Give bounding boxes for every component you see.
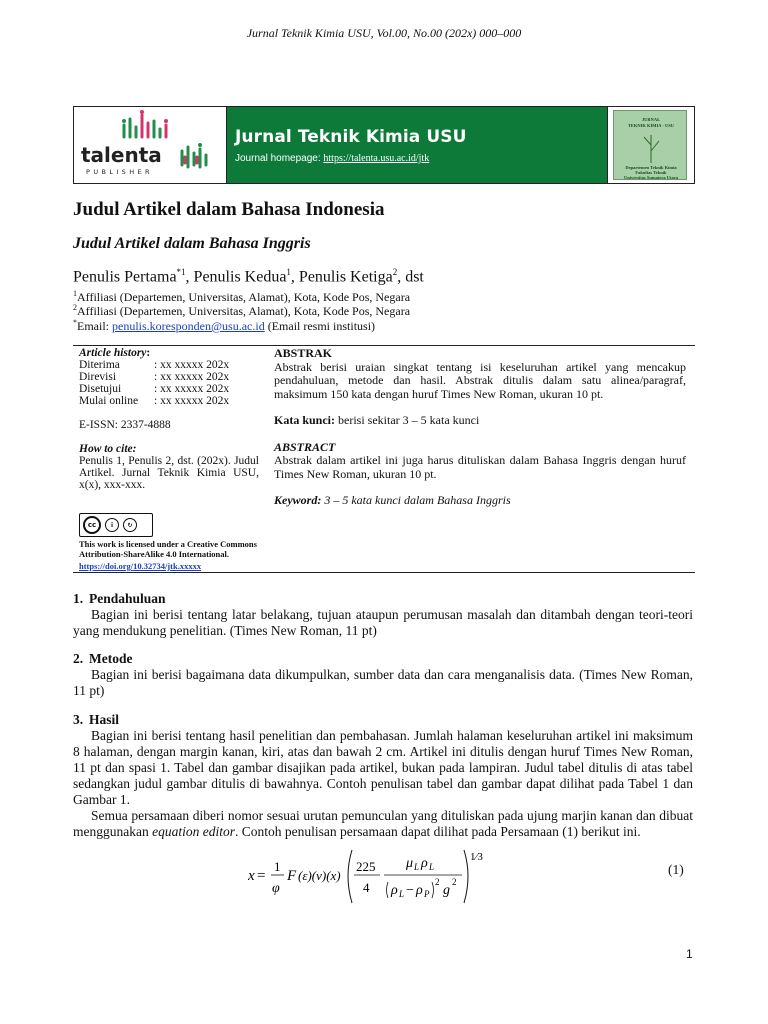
email-label: Email: — [77, 319, 109, 333]
affiliation-2-text: Affiliasi (Departemen, Universitas, Alamat), Kota, Kode Pos, Negara — [77, 304, 411, 318]
eq-one: 1 — [274, 859, 281, 874]
corresponding-email — [73, 318, 375, 334]
affiliation-2-sup: 2 — [73, 303, 77, 312]
doi-link[interactable]: https://doi.org/10.32734/jtk.xxxxx — [79, 561, 202, 571]
journal-title: Jurnal Teknik Kimia USU — [235, 127, 467, 147]
article-history: Article history: Diterima : xx xxxxx 202x Direvisi : xx xxxxx 202x Disetujui : xx xxxxx 202x Mulai online : xx xxxxx 202x E-ISSN: 2337-4888 How to cite: Penulis 1, Penulis 2, dst. (202x). Judul Artikel. Jurnal Teknik Kimia USU, x(x), xxx-xxx. — [79, 347, 259, 491]
section-pendahuluan — [73, 591, 693, 639]
history-row — [79, 383, 259, 395]
cc-by-sa-badge[interactable] — [79, 513, 153, 537]
author-3: Penulis Ketiga — [298, 268, 393, 286]
history-value: : xx xxxxx 202x — [154, 359, 230, 371]
section-paragraph: Bagian ini berisi bagaimana data dikumpulkan, sumber data dan cara menganalisis data. (Times New Roman, 11 pt) — [73, 667, 693, 698]
keywords-label: Keyword: — [274, 493, 322, 507]
cover-line: Departemen Teknik Kimia — [625, 165, 677, 170]
kata-kunci-text: berisi sekitar 3 – 5 kata kunci — [338, 413, 480, 427]
history-key: Direvisi — [79, 371, 117, 383]
eq-rho-sub: L — [429, 862, 435, 872]
cover-line: JURNAL — [641, 117, 661, 122]
publisher-sub: PUBLISHER — [86, 168, 153, 176]
history-value: : xx xxxxx 202x — [154, 371, 230, 383]
abstrak-heading: ABSTRAK — [274, 346, 333, 360]
eq-minus: − — [406, 883, 414, 898]
author-list: Penulis Pertama$^{*1}$, Penulis Kedua$^1$, Penulis Ketiga$^2$, dst — [73, 267, 424, 286]
eq-den-rho: ρ — [391, 883, 398, 898]
section-title: Pendahuluan — [89, 591, 166, 606]
homepage-link[interactable]: https://talenta.usu.ac.id/jtk — [323, 153, 430, 164]
eq-den-rho2: ρ — [416, 883, 423, 898]
history-row — [79, 395, 259, 407]
kata-kunci — [274, 414, 686, 428]
publisher-name: talenta — [81, 143, 162, 167]
history-row — [79, 371, 259, 383]
eq-phi: φ — [272, 881, 280, 896]
eq-rho: ρ — [421, 856, 428, 871]
section-number: 3. — [73, 712, 84, 727]
keywords — [274, 494, 686, 508]
abstract-heading: ABSTRACT — [274, 439, 336, 454]
homepage-label: Journal homepage: — [235, 153, 321, 164]
cite-heading: How to cite: — [79, 443, 137, 455]
affiliation-2 — [73, 303, 410, 319]
history-heading: Article history — [79, 347, 147, 359]
section-paragraph: Bagian ini berisi tentang latar belakang, tujuan ataupun perumusan masalah dan ditambah dengan teori-teori yang mendukung penelitian. (Times New Roman, 11 pt) — [73, 607, 693, 638]
license-block — [79, 513, 259, 571]
affiliation-1-sup: 1 — [73, 289, 77, 298]
cite-text: Penulis 1, Penulis 2, dst. (202x). Judul Artikel. Jurnal Teknik Kimia USU, x(x), xxx-xxx. — [79, 455, 259, 491]
history-key: Mulai online — [79, 395, 139, 407]
section-number: 2. — [73, 651, 84, 666]
author-tail: dst — [405, 268, 424, 286]
history-row — [79, 359, 259, 371]
eq-sq: 2 — [435, 877, 440, 887]
history-value: : xx xxxxx 202x — [154, 395, 230, 407]
eq-F: F — [287, 868, 297, 884]
running-head: Jurnal Teknik Kimia USU, Vol.00, No.00 (202x) 000–000 — [246, 26, 522, 40]
journal-banner — [73, 106, 695, 184]
eq-lhs: x — [248, 868, 255, 884]
eq-den-P: P — [424, 889, 430, 899]
eq-left-paren — [348, 850, 352, 903]
by-icon: i — [105, 518, 119, 532]
cover-line: Fakultas Teknik — [635, 170, 667, 175]
para-text: Semua persamaan diberi nomor sesuai urutan pemunculan yang dituliskan pada ujung marjin kanan dan dibuat menggunakan — [73, 808, 693, 839]
eq-g: g — [443, 883, 450, 898]
cover-image — [613, 110, 687, 180]
eq-equals: = — [257, 868, 266, 884]
eissn: E-ISSN: 2337-4888 — [79, 419, 171, 431]
author-1-sup: *1 — [176, 267, 186, 277]
article-title-en: Judul Artikel dalam Bahasa Inggris — [73, 235, 311, 252]
para-emphasis: equation editor — [152, 824, 235, 839]
email-note: (Email resmi institusi) — [267, 319, 376, 333]
sa-icon: ↻ — [123, 518, 137, 532]
section-metode — [73, 651, 693, 699]
abstract-column — [274, 347, 686, 508]
article-title-id: Judul Artikel dalam Bahasa Indonesia — [73, 199, 385, 220]
section-number: 1. — [73, 591, 84, 606]
eq-sq: 2 — [452, 877, 457, 887]
eq-225: 225 — [356, 859, 376, 874]
cc-icon: cc — [83, 516, 101, 534]
affiliation-1-text: Affiliasi (Departemen, Universitas, Alamat), Kota, Kode Pos, Negara — [77, 290, 411, 304]
abstract-text: Abstrak dalam artikel ini juga harus dituliskan dalam Bahasa Inggris dengan huruf Times New Roman, ukuran 10 pt. — [274, 453, 686, 481]
journal-homepage — [235, 153, 607, 164]
email-sup: * — [73, 318, 77, 327]
keywords-text: 3 – 5 kata kunci dalam Bahasa Inggris — [324, 493, 511, 507]
eq-exponent: 1⁄3 — [470, 851, 483, 863]
page-number: 1 — [686, 947, 693, 961]
cover-line: Universitas Sumatera Utara — [624, 175, 678, 180]
history-key: Disetujui — [79, 383, 122, 395]
license-text: This work is licensed under a Creative Commons Attribution-ShareAlike 4.0 International. — [79, 539, 257, 559]
email-link[interactable]: penulis.koresponden@usu.ac.id — [112, 319, 265, 333]
eq-den-rho-sub: L — [399, 889, 405, 899]
eq-args: (ε)(v)(x) — [298, 868, 341, 883]
cover-line: TEKNIK KIMIA · USU — [627, 123, 675, 128]
eq-right-paren — [464, 850, 468, 903]
equation-number: (1) — [668, 862, 684, 877]
author-2: Penulis Kedua — [193, 268, 287, 286]
history-key: Diterima — [79, 359, 120, 371]
eq-4: 4 — [363, 880, 370, 895]
abstrak-text: Abstrak berisi uraian singkat tentang isi keseluruhan artikel yang mencakup pendahuluan, metode dan hasil. Abstrak ditulis dalam satu alinea/paragraf, maksimum 150 kata dengan huruf Times New Roman, ukuran 10 pt. — [274, 359, 686, 401]
section-hasil — [73, 712, 693, 840]
section-paragraph: Bagian ini berisi tentang hasil penelitian dan pembahasan. Jumlah halaman keseluruhan artikel ini maksimum 8 halaman, dengan margin kanan, kiri, atas dan bawah 2 cm. Artikel ini ditulis dengan huruf Times New Roman, 11 pt dan spasi 1. Tabel dan gambar disajikan pada artikel, bukan pada lampiran. Judul tabel ditulis di atas tabel sedangkan judul gambar ditulis di bawahnya. Contoh penulisan tabel dan gambar dapat dilihat pada Tabel 1 dan Gambar 1. — [73, 728, 693, 807]
kata-kunci-label: Kata kunci: — [274, 413, 336, 427]
section-heading — [73, 651, 693, 667]
banner-title-area — [227, 107, 607, 183]
section-title: Metode — [89, 651, 133, 666]
eq-mu-sub: L — [414, 862, 420, 872]
section-heading — [73, 712, 693, 728]
section-heading — [73, 591, 693, 607]
eq-mu: μ — [406, 856, 414, 871]
top-divider — [73, 345, 695, 346]
journal-cover-thumbnail — [607, 107, 694, 183]
author-3-sup: 2 — [392, 267, 398, 277]
section-paragraph — [73, 808, 693, 840]
author-1: Penulis Pertama — [73, 268, 177, 286]
history-value: : xx xxxxx 202x — [154, 383, 230, 395]
section-title: Hasil — [89, 712, 120, 727]
bottom-divider — [73, 572, 695, 573]
author-2-sup: 1 — [286, 267, 291, 277]
equation-1 — [248, 846, 488, 906]
para-text: . Contoh penulisan persamaan dapat dilihat pada Persamaan (1) berikut ini. — [234, 824, 641, 839]
publisher-logo — [74, 107, 227, 183]
